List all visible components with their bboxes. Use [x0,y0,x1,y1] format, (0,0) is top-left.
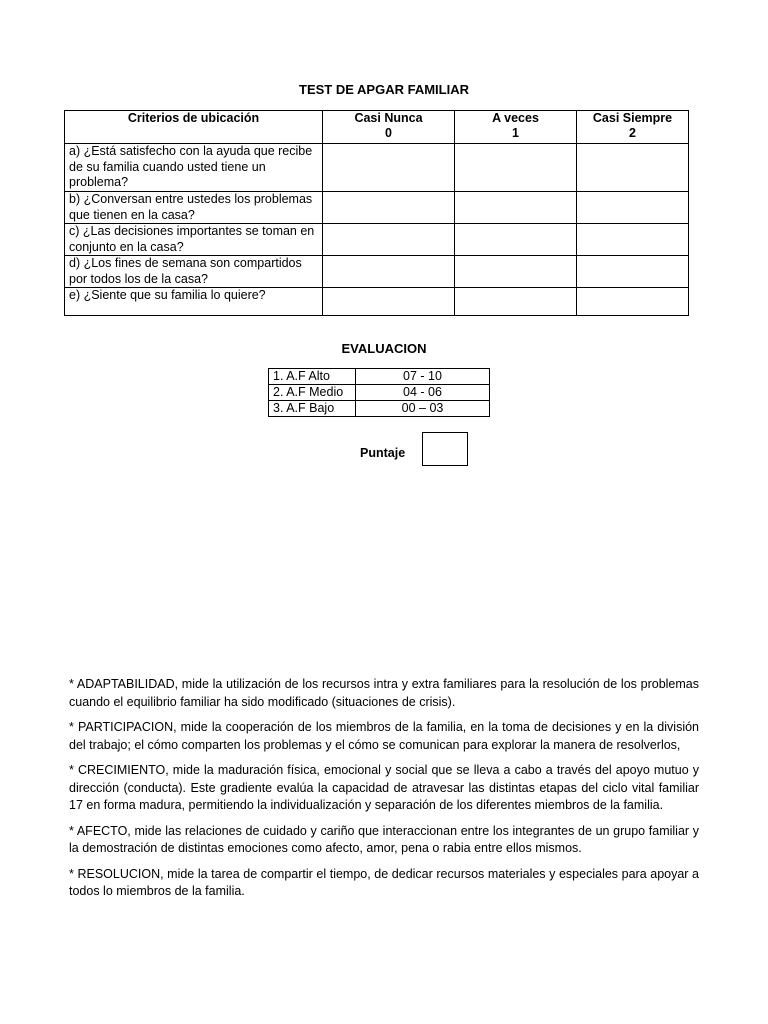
answer-cell-casi-siempre[interactable] [577,288,689,316]
evaluation-level: 2. A.F Medio [269,385,356,401]
evaluation-title: EVALUACION [341,341,427,356]
evaluation-table [268,368,490,417]
table-row [65,224,689,256]
question-c: c) ¿Las decisiones importantes se toman en conjunto en la casa? [65,224,323,256]
answer-cell-casi-siempre[interactable] [577,256,689,288]
evaluation-range: 00 – 03 [356,401,490,417]
header-casi-nunca-score: 0 [385,126,392,140]
evaluation-level: 3. A.F Bajo [269,401,356,417]
evaluation-range: 07 - 10 [356,369,490,385]
table-row [65,192,689,224]
apgar-table [64,110,689,316]
question-a: a) ¿Está satisfecho con la ayuda que recibe de su familia cuando usted tiene un problema? [65,144,323,192]
answer-cell-casi-nunca[interactable] [323,224,455,256]
header-casi-siempre [577,111,689,144]
answer-cell-a-veces[interactable] [455,144,577,192]
answer-cell-a-veces[interactable] [455,288,577,316]
answer-cell-casi-nunca[interactable] [323,192,455,224]
answer-cell-casi-nunca[interactable] [323,256,455,288]
table-row [65,144,689,192]
definition-afecto: * AFECTO, mide las relaciones de cuidado y cariño que interaccionan entre los integrantes de un grupo familiar y la demostración de distintas emociones como afecto, amor, pena o rabia entre ellos mismos. [69,823,699,855]
header-casi-siempre-label: Casi Siempre [592,111,673,125]
evaluation-level: 1. A.F Alto [269,369,356,385]
definitions [69,676,699,909]
header-casi-nunca-label: Casi Nunca [354,111,423,125]
question-e: e) ¿Siente que su familia lo quiere? [65,288,323,316]
header-a-veces-label: A veces [492,111,539,125]
score-label: Puntaje [360,446,406,460]
table-header-row [65,111,689,144]
answer-cell-casi-siempre[interactable] [577,224,689,256]
question-b: b) ¿Conversan entre ustedes los problemas que tienen en la casa? [65,192,323,224]
header-a-veces [455,111,577,144]
score-box[interactable] [422,432,468,466]
page-title: TEST DE APGAR FAMILIAR [299,82,469,97]
answer-cell-casi-nunca[interactable] [323,144,455,192]
table-row [269,369,490,385]
answer-cell-casi-siempre[interactable] [577,192,689,224]
definition-resolucion: * RESOLUCION, mide la tarea de compartir el tiempo, de dedicar recursos materiales y especiales para apoyar a todos lo miembros de la familia. [69,866,699,898]
question-d: d) ¿Los fines de semana son compartidos por todos los de la casa? [65,256,323,288]
header-a-veces-score: 1 [512,126,519,140]
answer-cell-casi-siempre[interactable] [577,144,689,192]
table-row [269,401,490,417]
answer-cell-casi-nunca[interactable] [323,288,455,316]
header-criteria-label: Criterios de ubicación [127,111,260,125]
table-row [269,385,490,401]
header-casi-nunca [323,111,455,144]
table-row [65,256,689,288]
definition-participacion: * PARTICIPACION, mide la cooperación de los miembros de la familia, en la toma de decisiones y en la división del trabajo; el cómo comparten los problemas y el cómo se comunican para explorar la manera de resolverlos, [69,720,699,752]
header-casi-siempre-score: 2 [629,126,636,140]
answer-cell-a-veces[interactable] [455,224,577,256]
definition-crecimiento: * CRECIMIENTO, mide la maduración física, emocional y social que se lleva a cabo a través del apoyo mutuo y dirección (conducta). Este gradiente evalúa la capacidad de atravesar las distintas etapas del ciclo vital familiar 17 en forma madura, permitiendo la individualización y separación de los diferentes miembros de la familia. [69,763,699,812]
definition-adaptabilidad: * ADAPTABILIDAD, mide la utilización de los recursos intra y extra familiares para la resolución de los problemas cuando el equilibrio familiar ha sido modificado (situaciones de crisis). [69,677,699,709]
header-criteria [65,111,323,144]
table-row [65,288,689,316]
evaluation-range: 04 - 06 [356,385,490,401]
answer-cell-a-veces[interactable] [455,256,577,288]
answer-cell-a-veces[interactable] [455,192,577,224]
